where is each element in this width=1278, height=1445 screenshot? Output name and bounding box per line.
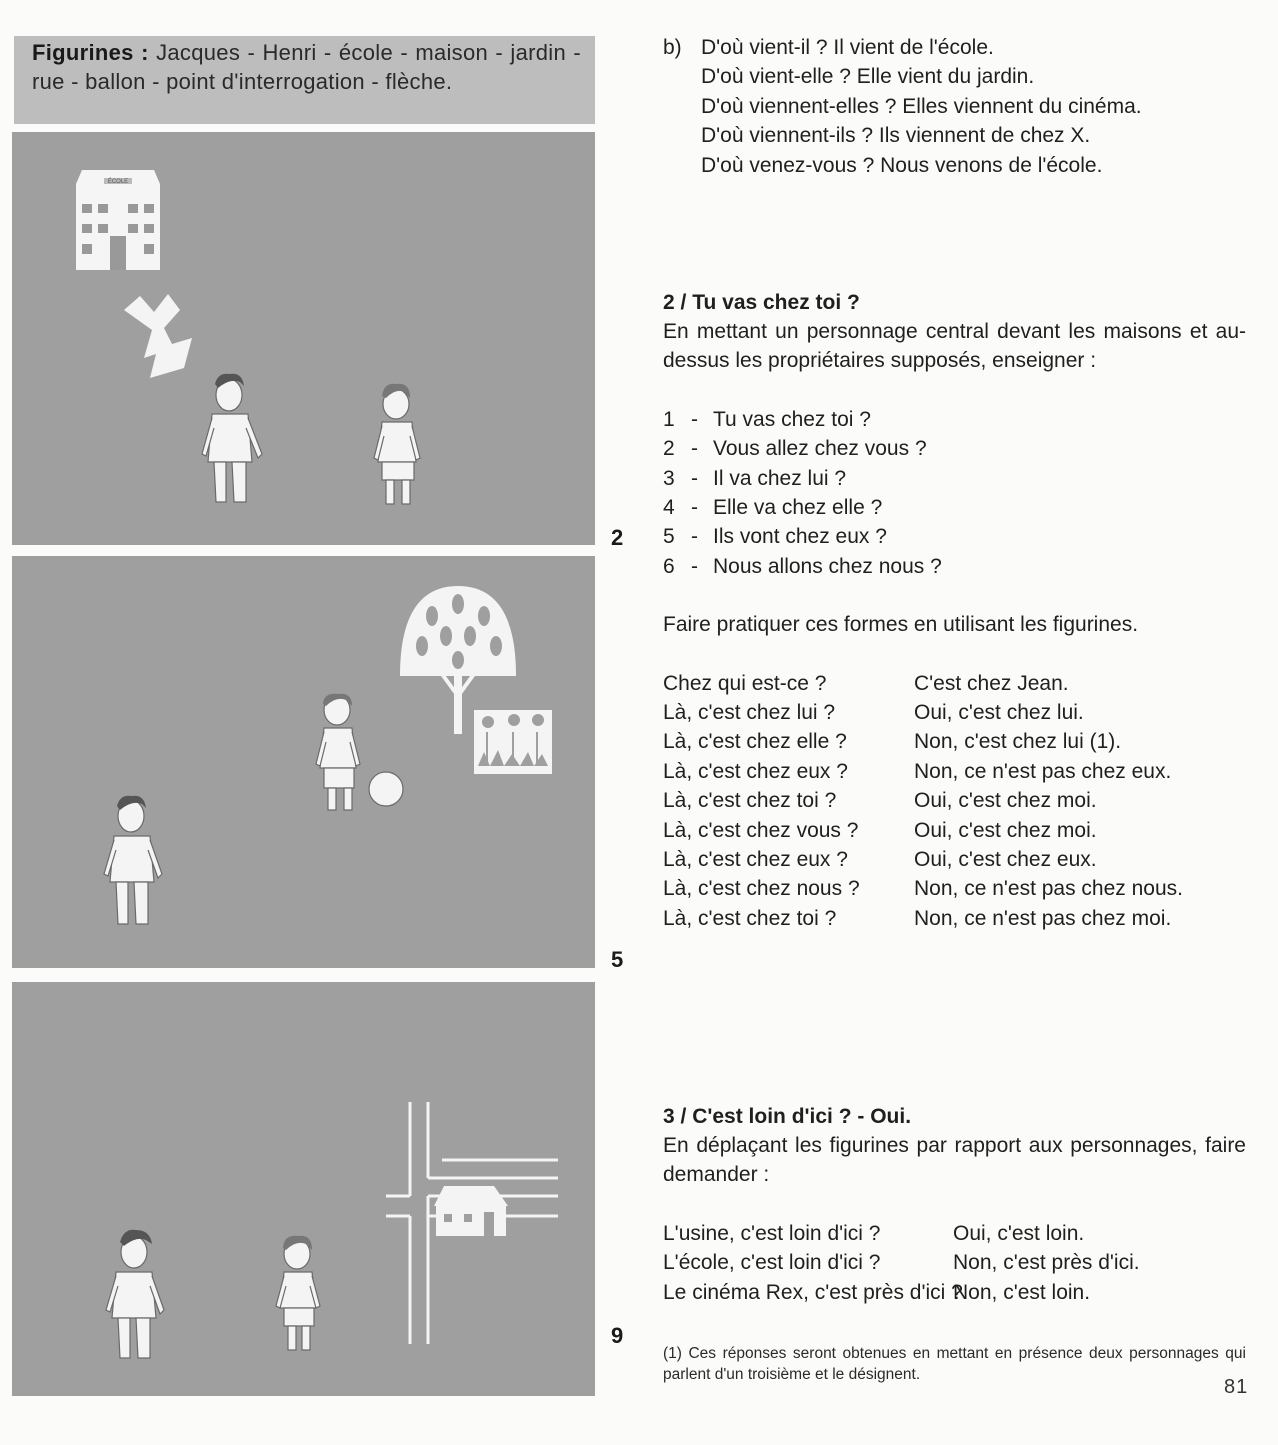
section-3-intro: En déplaçant les figurines par rapport aux personnages, faire demander : (663, 1134, 1246, 1187)
section-b-line: D'où viennent-ils ? Ils viennent de chez X. (701, 124, 1091, 148)
panel-1-drawing (12, 132, 595, 545)
school-sign-label: ÉCOLE (107, 179, 129, 185)
dialog-question: Là, c'est chez vous ? (663, 818, 859, 842)
dialog-answer: Oui, c'est chez moi. (914, 818, 1097, 842)
section-b-line: D'où vient-elle ? Elle vient du jardin. (701, 65, 1035, 89)
boy-figure-jacques (104, 796, 162, 924)
dialog-answer: Oui, c'est chez eux. (914, 847, 1097, 871)
boy-figure-henri (374, 384, 420, 504)
section-2-intro: En mettant un personnage central devant les maisons et au-dessus les propriétaires supposés, enseigner : (663, 320, 1246, 373)
dialog-answer: C'est chez Jean. (914, 671, 1069, 695)
boy-figure-henri (276, 1236, 320, 1350)
arrow-icon (124, 294, 192, 378)
figurines-list: Jacques - Henri - école - maison - jardin - rue - ballon - point d'interrogation - flèche. (32, 40, 581, 94)
dialog-question: Le cinéma Rex, c'est près d'ici ? (663, 1280, 963, 1304)
section-3 (663, 1102, 1246, 1307)
section-b-line: D'où venez-vous ? Nous venons de l'école. (701, 153, 1103, 177)
section-2-heading: 2 / Tu vas chez toi ? (663, 291, 860, 314)
dialog-question: Là, c'est chez toi ? (663, 906, 837, 930)
dialog-question: Là, c'est chez lui ? (663, 700, 836, 724)
section-2-dialog (663, 669, 1246, 934)
section-2 (663, 288, 1246, 933)
list-item: 3 - Il va chez lui ? (663, 466, 847, 490)
dialog-answer: Oui, c'est chez moi. (914, 789, 1097, 813)
section-b (663, 33, 1246, 180)
boy-figure-jacques (202, 374, 262, 502)
dialog-question: Là, c'est chez nous ? (663, 877, 860, 901)
dialog-question: L'école, c'est loin d'ici ? (663, 1251, 881, 1275)
list-item: 6 - Nous allons chez nous ? (663, 554, 942, 578)
dialog-question: Là, c'est chez eux ? (663, 847, 848, 871)
section-2-title: Tu vas chez toi ? (692, 291, 860, 314)
section-b-line: D'où vient-il ? Il vient de l'école. (701, 36, 994, 59)
figurines-label: Figurines : (32, 40, 149, 65)
dialog-answer: Non, c'est chez lui (1). (914, 730, 1122, 754)
section-b-marker: b) (663, 36, 682, 59)
dialog-answer: Non, c'est loin. (953, 1280, 1091, 1304)
footnote: (1) Ces réponses seront obtenues en mettant en présence deux personnages qui parlent d'un troisième et le désignent. (663, 1345, 1246, 1383)
boy-figure-jacques (106, 1230, 164, 1358)
ball-icon (369, 772, 403, 806)
house-icon (434, 1186, 508, 1236)
panel-number: 2 (611, 525, 624, 550)
dialog-answer: Non, c'est près d'ici. (953, 1251, 1140, 1275)
dialog-question: Là, c'est chez elle ? (663, 730, 847, 754)
boy-figure-with-ball (316, 694, 360, 810)
list-item: 4 - Elle va chez elle ? (663, 495, 883, 519)
dialog-answer: Non, ce n'est pas chez nous. (914, 877, 1184, 901)
illustration-panel-2 (12, 556, 595, 968)
panel-number: 9 (611, 1323, 624, 1348)
dialog-question: Là, c'est chez toi ? (663, 789, 837, 813)
section-2-number: 2 (663, 291, 675, 314)
section-b-line: D'où viennent-elles ? Elles viennent du cinéma. (701, 94, 1142, 118)
dialog-answer: Oui, c'est chez lui. (914, 700, 1084, 724)
section-3-heading: 3 / C'est loin d'ici ? - Oui. (663, 1105, 912, 1128)
section-2-practice: Faire pratiquer ces formes en utilisant les figurines. (663, 613, 1139, 637)
illustration-panel-1 (12, 132, 595, 545)
figurines-caption (14, 36, 595, 124)
dialog-question: L'usine, c'est loin d'ici ? (663, 1221, 881, 1245)
dialog-question: Chez qui est-ce ? (663, 671, 827, 695)
school-icon (76, 170, 160, 270)
panel-3-drawing (12, 982, 595, 1396)
list-item: 5 - Ils vont chez eux ? (663, 525, 887, 549)
list-item: 2 - Vous allez chez vous ? (663, 437, 927, 461)
panel-2-drawing (12, 556, 595, 968)
dialog-answer: Oui, c'est loin. (953, 1221, 1085, 1245)
dialog-answer: Non, ce n'est pas chez eux. (914, 759, 1172, 783)
illustration-panel-3 (12, 982, 595, 1396)
section-3-title: C'est loin d'ici ? - Oui. (692, 1105, 912, 1128)
section-3-number: 3 (663, 1105, 675, 1128)
dialog-answer: Non, ce n'est pas chez moi. (914, 906, 1172, 930)
section-3-dialog (663, 1219, 1246, 1307)
garden-icon (474, 710, 552, 774)
panel-number: 5 (611, 947, 624, 972)
page-number: 81 (1224, 1376, 1249, 1398)
list-item: 1 - Tu vas chez toi ? (663, 407, 871, 431)
dialog-question: Là, c'est chez eux ? (663, 759, 848, 783)
